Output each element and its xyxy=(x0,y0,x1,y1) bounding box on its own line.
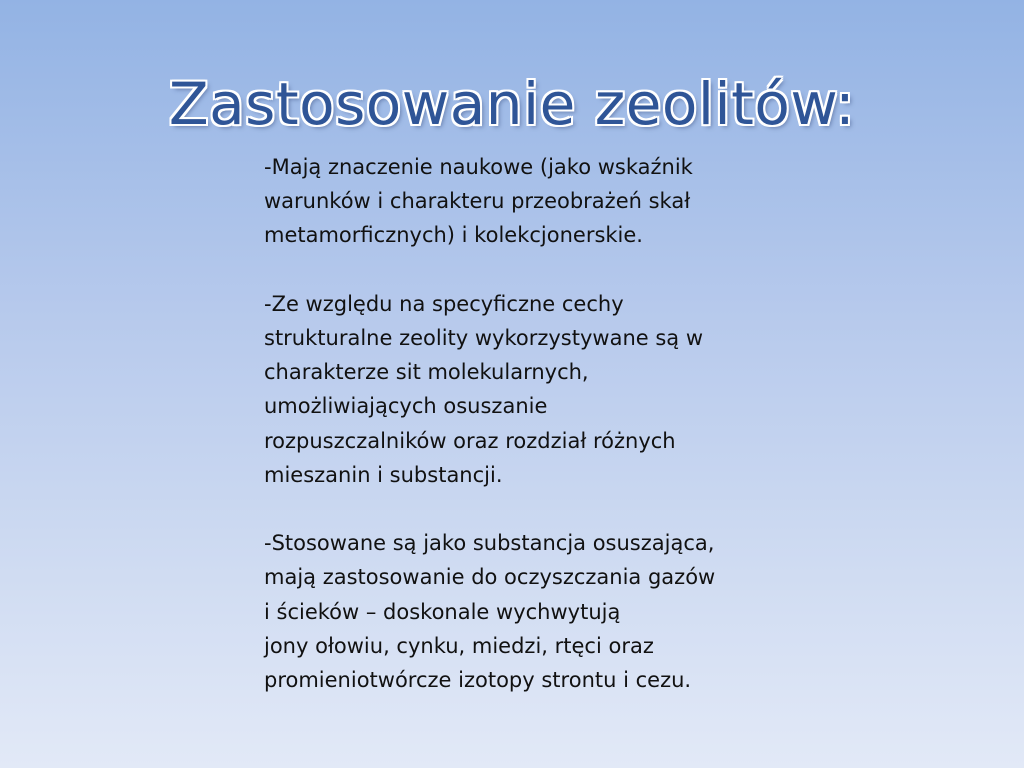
slide-body xyxy=(264,150,784,697)
text-line: -Mają znaczenie naukowe (jako wskaźnik xyxy=(264,155,693,179)
text-line: promieniotwórcze izotopy strontu i cezu. xyxy=(264,668,692,693)
paragraph-molecular-sieves xyxy=(264,287,784,492)
text-line: charakterze sit molekularnych, xyxy=(264,360,589,385)
text-line: umożliwiających osuszanie xyxy=(264,394,548,419)
slide-title: Zastosowanie zeolitów: xyxy=(168,70,856,138)
text-line: jony ołowiu, cynku, miedzi, rtęci oraz xyxy=(264,633,654,658)
text-line: rozpuszczalników oraz rozdział różnych xyxy=(264,428,676,453)
text-line: warunków i charakteru przeobrażeń skał xyxy=(264,189,691,214)
text-line: metamorficznych) i kolekcjonerskie. xyxy=(264,223,643,248)
text-line: mieszanin i substancji. xyxy=(264,462,503,487)
text-line: strukturalne zeolity wykorzystywane są w xyxy=(264,326,704,350)
text-line: -Stosowane są jako substancja osuszająca, xyxy=(264,531,715,556)
text-line: mają zastosowanie do oczyszczania gazów xyxy=(264,565,716,590)
paragraph-scientific-use xyxy=(264,150,784,253)
text-line: i ścieków – doskonale wychwytują xyxy=(264,599,621,624)
text-line: -Ze względu na specyficzne cechy xyxy=(264,291,624,316)
paragraph-drying-agent xyxy=(264,526,784,697)
